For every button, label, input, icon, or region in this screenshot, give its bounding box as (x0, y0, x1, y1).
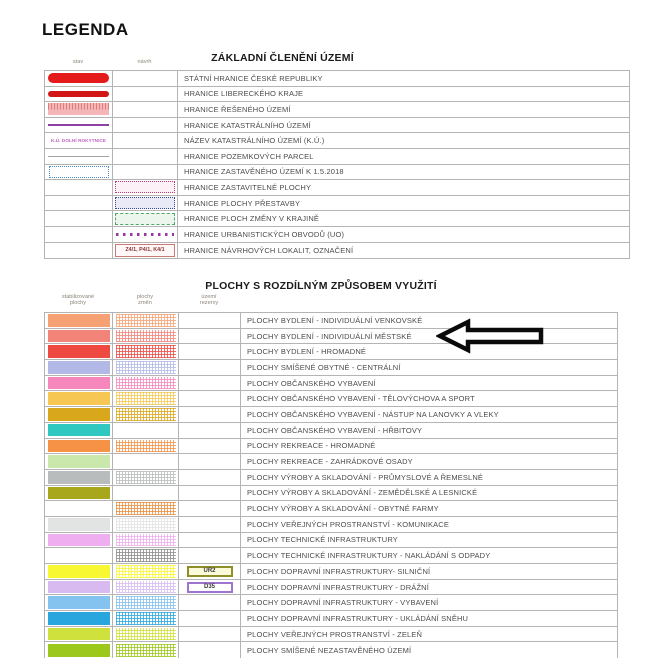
cell-navrh (113, 243, 178, 259)
cell-reserve (179, 344, 241, 359)
katastral-name-text: K.Ú. DOLNÍ ROKYTNICE (50, 138, 107, 144)
cell-navrh (113, 71, 178, 86)
table-row (45, 423, 617, 439)
cell-reserve (179, 329, 241, 344)
cell-stabilized (45, 501, 113, 516)
row-label: HRANICE NÁVRHOVÝCH LOKALIT, OZNAČENÍ (184, 245, 354, 255)
row-label: PLOCHY OBČANSKÉHO VYBAVENÍ - TĚLOVÝCHOVA A SPORT (247, 394, 475, 404)
cell-label (178, 227, 629, 242)
cell-changes (113, 329, 179, 344)
table-row (45, 642, 617, 658)
cell-stav (45, 71, 113, 86)
cell-stav (45, 227, 113, 242)
reserve-code-box: UR2 (187, 566, 233, 577)
change-area-hatch-swatch (116, 581, 176, 594)
cell-changes (113, 454, 179, 469)
table-row (45, 71, 629, 87)
table-row (45, 548, 617, 564)
row-label: HRANICE ŘEŠENÉHO ÚZEMÍ (184, 104, 291, 114)
cell-reserve (179, 376, 241, 391)
row-label: PLOCHY OBČANSKÉHO VYBAVENÍ (247, 378, 376, 388)
change-area-hatch-swatch (116, 361, 176, 374)
stabilized-area-swatch (48, 392, 110, 405)
cell-label (241, 501, 617, 516)
cell-reserve (179, 454, 241, 469)
cell-label (178, 180, 629, 195)
cell-stabilized (45, 454, 113, 469)
dashed-rect-swatch (115, 213, 175, 225)
cell-label (241, 329, 617, 344)
cell-changes (113, 501, 179, 516)
line-swatch (48, 124, 109, 126)
cell-reserve (179, 517, 241, 532)
cell-label (178, 133, 629, 148)
cell-stav (45, 133, 113, 148)
table-row (45, 227, 629, 243)
change-area-hatch-swatch (116, 440, 176, 453)
row-label: PLOCHY BYDLENÍ - INDIVIDUÁLNÍ VENKOVSKÉ (247, 315, 423, 325)
table-row (45, 211, 629, 227)
stabilized-area-swatch (48, 455, 110, 468)
change-area-hatch-swatch (116, 565, 176, 578)
table-row (45, 196, 629, 212)
cell-navrh (113, 87, 178, 102)
change-area-hatch-swatch (116, 392, 176, 405)
section2-table (44, 312, 618, 658)
cell-stabilized (45, 627, 113, 642)
cell-changes (113, 313, 179, 328)
reserve-code-box: D35 (187, 582, 233, 593)
cell-label (241, 376, 617, 391)
row-label: PLOCHY TECHNICKÉ INFRASTRUKTURY (247, 535, 398, 545)
cell-reserve (179, 611, 241, 626)
stabilized-area-swatch (48, 424, 110, 437)
row-label: NÁZEV KATASTRÁLNÍHO ÚZEMÍ (K.Ú.) (184, 136, 325, 146)
cell-changes (113, 595, 179, 610)
change-area-hatch-swatch (116, 345, 176, 358)
cell-reserve (179, 595, 241, 610)
cell-reserve (179, 313, 241, 328)
page-title: LEGENDA (42, 20, 129, 39)
row-label: PLOCHY DOPRAVNÍ INFRASTRUKTURY - UKLÁDÁNÍ SNĚHU (247, 613, 469, 623)
cell-stabilized (45, 470, 113, 485)
change-area-hatch-swatch (116, 502, 176, 515)
table-row (45, 391, 617, 407)
stabilized-area-swatch (48, 361, 110, 374)
row-label: PLOCHY VÝROBY A SKLADOVÁNÍ - ZEMĚDĚLSKÉ A LESNICKÉ (247, 488, 478, 498)
row-label: PLOCHY VÝROBY A SKLADOVÁNÍ - OBYTNÉ FARMY (247, 504, 439, 514)
cell-stav (45, 165, 113, 180)
cell-label (241, 423, 617, 438)
cell-stabilized (45, 517, 113, 532)
change-area-hatch-swatch (116, 596, 176, 609)
row-label: PLOCHY OBČANSKÉHO VYBAVENÍ - HŘBITOVY (247, 425, 423, 435)
stabilized-area-swatch (48, 377, 110, 390)
section1-colheader-navrh: návrh (137, 59, 152, 65)
cell-label (241, 642, 617, 658)
table-row (45, 470, 617, 486)
cell-reserve (179, 580, 241, 595)
cell-changes (113, 486, 179, 501)
change-area-hatch-swatch (116, 612, 176, 625)
cell-stav (45, 196, 113, 211)
row-label: HRANICE ZASTAVITELNÉ PLOCHY (184, 182, 312, 192)
cell-label (178, 149, 629, 164)
dotted-rect-swatch (115, 197, 175, 209)
table-row (45, 486, 617, 502)
change-area-hatch-swatch (116, 330, 176, 343)
section2-colheader-reserve: území rezervy (199, 294, 219, 307)
cell-label (178, 102, 629, 117)
section1-table (44, 70, 630, 259)
cell-reserve (179, 501, 241, 516)
cell-changes (113, 423, 179, 438)
cell-stabilized (45, 439, 113, 454)
row-label: PLOCHY DOPRAVNÍ INFRASTRUKTURY - DRÁŽNÍ (247, 582, 429, 592)
row-label: HRANICE ZASTAVĚNÉHO ÚZEMÍ K 1.5.2018 (184, 167, 344, 177)
table-row (45, 87, 629, 103)
cell-changes (113, 611, 179, 626)
row-label: PLOCHY TECHNICKÉ INFRASTRUKTURY - NAKLÁDÁNÍ S ODPADY (247, 551, 491, 561)
cell-stav (45, 149, 113, 164)
row-label: PLOCHY VEŘEJNÝCH PROSTRANSTVÍ - ZELEŇ (247, 629, 423, 639)
table-row (45, 118, 629, 134)
row-label: HRANICE PLOCH ZMĚNY V KRAJINĚ (184, 214, 320, 224)
row-label: PLOCHY SMÍŠENÉ NEZASTAVĚNÉHO ÚZEMÍ (247, 645, 412, 655)
cell-navrh (113, 118, 178, 133)
change-area-hatch-swatch (116, 518, 176, 531)
left-arrow-annotation-icon (436, 318, 546, 354)
cell-stabilized (45, 344, 113, 359)
cell-stav (45, 180, 113, 195)
dotted-rect-swatch (49, 166, 109, 178)
locality-code-box: Z4/1, P4/1, K4/1 (115, 244, 175, 257)
cell-stabilized (45, 548, 113, 563)
cell-label (178, 243, 629, 259)
cell-label (178, 196, 629, 211)
change-area-hatch-swatch (116, 408, 176, 421)
cell-label (178, 165, 629, 180)
change-area-hatch-swatch (116, 471, 176, 484)
cell-stabilized (45, 595, 113, 610)
cell-label (178, 87, 629, 102)
row-label: HRANICE KATASTRÁLNÍHO ÚZEMÍ (184, 120, 311, 130)
stabilized-area-swatch (48, 487, 110, 500)
cell-label (241, 470, 617, 485)
thick-bar-swatch (48, 73, 109, 83)
cell-reserve (179, 407, 241, 422)
stabilized-area-swatch (48, 628, 110, 641)
table-row (45, 439, 617, 455)
cell-changes (113, 627, 179, 642)
cell-stabilized (45, 407, 113, 422)
section1-colheader-stav: stav (72, 59, 84, 65)
row-label: STÁTNÍ HRANICE ČESKÉ REPUBLIKY (184, 73, 323, 83)
cell-label (241, 564, 617, 579)
cell-stabilized (45, 611, 113, 626)
change-area-hatch-swatch (116, 377, 176, 390)
dot-row-swatch (116, 233, 174, 236)
table-row (45, 454, 617, 470)
cell-label (241, 439, 617, 454)
cell-label (178, 211, 629, 226)
stabilized-area-swatch (48, 471, 110, 484)
change-area-hatch-swatch (116, 549, 176, 562)
cell-changes (113, 407, 179, 422)
cell-stav (45, 102, 113, 117)
stabilized-area-swatch (48, 440, 110, 453)
cell-changes (113, 376, 179, 391)
table-row (45, 376, 617, 392)
cell-stav (45, 243, 113, 259)
cell-label (241, 595, 617, 610)
cell-reserve (179, 533, 241, 548)
cell-label (241, 611, 617, 626)
row-label: HRANICE PLOCHY PŘESTAVBY (184, 198, 301, 208)
cell-reserve (179, 627, 241, 642)
section2-colheader-stabilized: stabilizované plochy (61, 294, 95, 307)
cell-stabilized (45, 360, 113, 375)
row-label: HRANICE LIBERECKÉHO KRAJE (184, 89, 304, 99)
table-row (45, 501, 617, 517)
cell-reserve (179, 470, 241, 485)
cell-navrh (113, 227, 178, 242)
cell-label (241, 580, 617, 595)
cell-reserve (179, 360, 241, 375)
table-row (45, 360, 617, 376)
cell-stav (45, 87, 113, 102)
stabilized-area-swatch (48, 612, 110, 625)
cell-stabilized (45, 564, 113, 579)
cell-reserve (179, 439, 241, 454)
cell-stabilized (45, 391, 113, 406)
cell-navrh (113, 165, 178, 180)
section1-title: ZÁKLADNÍ ČLENĚNÍ ÚZEMÍ (211, 52, 354, 64)
bar-swatch (48, 91, 109, 97)
cell-changes (113, 533, 179, 548)
cell-reserve (179, 564, 241, 579)
cell-changes (113, 564, 179, 579)
hatch-band-swatch (48, 103, 109, 115)
row-label: PLOCHY BYDLENÍ - HROMADNÉ (247, 347, 367, 357)
section2-colheader-changes: plochy změn (136, 294, 154, 307)
row-label: PLOCHY DOPRAVNÍ INFRASTRUKTURY- SILNIČNÍ (247, 566, 431, 576)
cell-label (241, 517, 617, 532)
cell-changes (113, 439, 179, 454)
cell-stav (45, 211, 113, 226)
cell-reserve (179, 642, 241, 658)
cell-label (241, 344, 617, 359)
dotted-rect-swatch (115, 181, 175, 193)
table-row (45, 133, 629, 149)
cell-label (241, 533, 617, 548)
stabilized-area-swatch (48, 644, 110, 657)
cell-changes (113, 548, 179, 563)
cell-label (241, 360, 617, 375)
table-row (45, 407, 617, 423)
row-label: HRANICE URBANISTICKÝCH OBVODŮ (UO) (184, 229, 345, 239)
thin-line-swatch (48, 156, 109, 157)
cell-changes (113, 580, 179, 595)
change-area-hatch-swatch (116, 628, 176, 641)
cell-changes (113, 470, 179, 485)
stabilized-area-swatch (48, 408, 110, 421)
section2-title: PLOCHY S ROZDÍLNÝM ZPŮSOBEM VYUŽITÍ (205, 280, 437, 292)
cell-stabilized (45, 533, 113, 548)
cell-label (241, 313, 617, 328)
table-row (45, 580, 617, 596)
cell-label (241, 391, 617, 406)
cell-navrh (113, 211, 178, 226)
table-row (45, 595, 617, 611)
table-row (45, 243, 629, 259)
cell-reserve (179, 423, 241, 438)
table-row (45, 627, 617, 643)
cell-label (178, 71, 629, 86)
cell-changes (113, 360, 179, 375)
row-label: PLOCHY OBČANSKÉHO VYBAVENÍ - NÁSTUP NA LANOVKY A VLEKY (247, 409, 499, 419)
cell-label (241, 486, 617, 501)
cell-reserve (179, 486, 241, 501)
cell-changes (113, 391, 179, 406)
cell-label (178, 118, 629, 133)
table-row (45, 517, 617, 533)
cell-label (241, 454, 617, 469)
table-row (45, 102, 629, 118)
cell-changes (113, 344, 179, 359)
row-label: HRANICE POZEMKOVÝCH PARCEL (184, 151, 314, 161)
cell-label (241, 407, 617, 422)
row-label: PLOCHY REKREACE - ZAHRÁDKOVÉ OSADY (247, 457, 413, 467)
change-area-hatch-swatch (116, 644, 176, 657)
cell-navrh (113, 196, 178, 211)
stabilized-area-swatch (48, 330, 110, 343)
cell-navrh (113, 133, 178, 148)
table-row (45, 165, 629, 181)
stabilized-area-swatch (48, 581, 110, 594)
stabilized-area-swatch (48, 534, 110, 547)
table-row (45, 533, 617, 549)
cell-stabilized (45, 580, 113, 595)
table-row (45, 149, 629, 165)
row-label: PLOCHY REKREACE - HROMADNÉ (247, 441, 376, 451)
stabilized-area-swatch (48, 596, 110, 609)
stabilized-area-swatch (48, 518, 110, 531)
cell-changes (113, 642, 179, 658)
cell-stav (45, 118, 113, 133)
cell-stabilized (45, 313, 113, 328)
row-label: PLOCHY BYDLENÍ - INDIVIDUÁLNÍ MĚSTSKÉ (247, 331, 412, 341)
cell-stabilized (45, 376, 113, 391)
cell-stabilized (45, 423, 113, 438)
change-area-hatch-swatch (116, 534, 176, 547)
row-label: PLOCHY SMÍŠENÉ OBYTNÉ - CENTRÁLNÍ (247, 362, 401, 372)
cell-navrh (113, 180, 178, 195)
change-area-hatch-swatch (116, 314, 176, 327)
cell-changes (113, 517, 179, 532)
row-label: PLOCHY VEŘEJNÝCH PROSTRANSTVÍ - KOMUNIKACE (247, 519, 450, 529)
cell-reserve (179, 391, 241, 406)
cell-navrh (113, 149, 178, 164)
cell-stabilized (45, 486, 113, 501)
stabilized-area-swatch (48, 565, 110, 578)
cell-stabilized (45, 329, 113, 344)
row-label: PLOCHY DOPRAVNÍ INFRASTRUKTURY - VYBAVENÍ (247, 598, 439, 608)
table-row (45, 611, 617, 627)
cell-navrh (113, 102, 178, 117)
row-label: PLOCHY VÝROBY A SKLADOVÁNÍ - PRŮMYSLOVÉ A ŘEMESLNÉ (247, 472, 484, 482)
table-row (45, 564, 617, 580)
table-row (45, 180, 629, 196)
cell-label (241, 548, 617, 563)
cell-label (241, 627, 617, 642)
stabilized-area-swatch (48, 345, 110, 358)
cell-stabilized (45, 642, 113, 658)
stabilized-area-swatch (48, 314, 110, 327)
cell-reserve (179, 548, 241, 563)
